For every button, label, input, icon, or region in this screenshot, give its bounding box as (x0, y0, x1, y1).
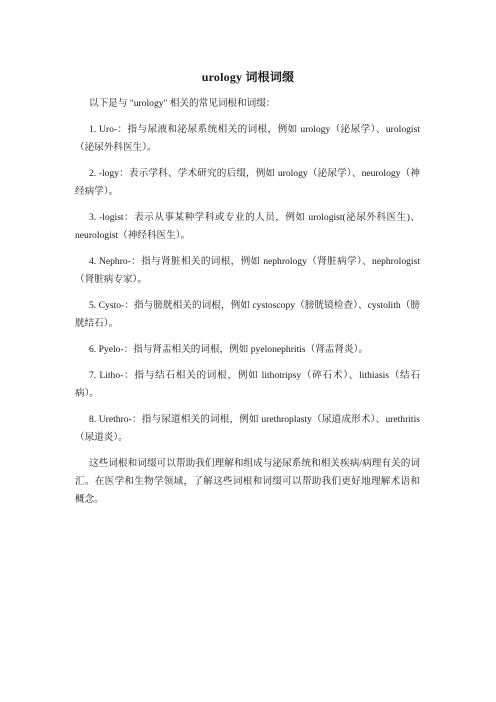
conclusion-paragraph: 这些词根和词缀可以帮助我们理解和组成与泌尿系统和相关疾病/病理有关的词汇。在医学和生物学领域，了解这些词根和词缀可以帮助我们更好地理解术语和概念。 (75, 458, 420, 505)
document-title: urology 词根词缀 (201, 70, 295, 84)
list-item-logist: 3. -logist：表示从事某种学科或专业的人员，例如 urologist(泌尿外科医生)、neurologist（神经科医生）。 (75, 212, 420, 241)
intro-paragraph: 以下是与 "urology" 相关的常见词根和词缀： (89, 98, 276, 109)
document-body (75, 95, 420, 517)
list-item-logy: 2. -logy：表示学科、学术研究的后缀，例如 urology（泌尿学）、neurology（神经病学）。 (75, 168, 420, 197)
list-item-urethro: 8. Urethro-：指与尿道相关的词根，例如 urethroplasty（尿道成形术）、urethritis（尿道炎）。 (75, 414, 420, 443)
list-item-cysto: 5. Cysto-：指与膀胱相关的词根，例如 cystoscopy（膀胱镜检查）、cystolith（膀胱结石）。 (75, 300, 420, 329)
list-item-nephro: 4. Nephro-：指与肾脏相关的词根，例如 nephrology（肾脏病学）、nephrologist（肾脏病专家）。 (75, 256, 420, 285)
list-item-uro: 1. Uro-：指与尿液和泌尿系统相关的词根，例如 urology（泌尿学）、urologist（泌尿外科医生）。 (75, 124, 420, 153)
list-item-pyelo: 6. Pyelo-：指与肾盂相关的词根，例如 pyelonephritis（肾盂肾炎）。 (89, 344, 369, 355)
list-item-litho: 7. Litho-：指与结石相关的词根，例如 lithotripsy（碎石术）、lithiasis（结石病）。 (75, 370, 420, 399)
